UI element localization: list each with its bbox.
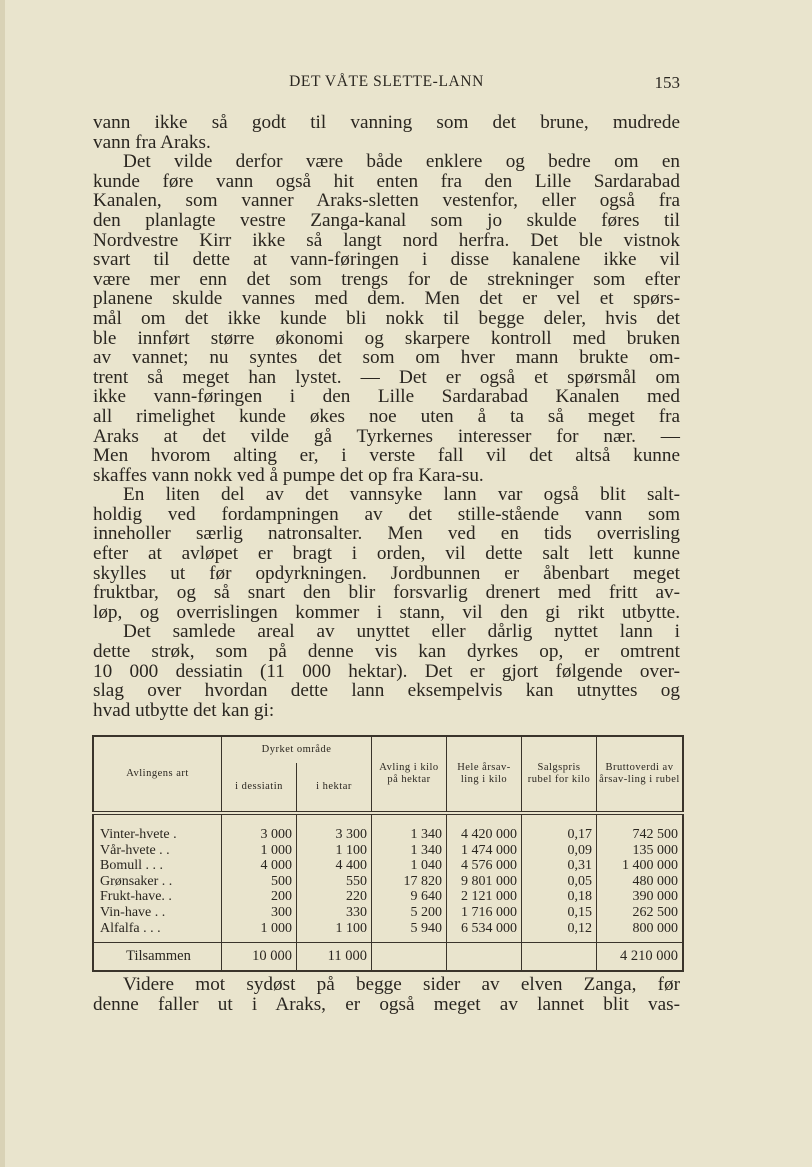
crop-yield-table [92,735,684,972]
cell-yield: 9 640 [372,889,447,905]
cell-total: 4 576 000 [447,858,522,874]
cell-total: 1 474 000 [447,843,522,859]
text-line: ikke vann-føringen i den Lille Sardarabad Kanalen med [93,386,680,408]
cell-hektar: 220 [297,889,372,905]
total-empty [447,943,522,972]
cell-value: 742 500 [597,827,684,843]
spacer-cell [372,813,447,827]
text-line: inneholler særlig natronsalter. Men ved en tids overrisling [93,523,680,545]
total-value: 4 210 000 [597,943,684,972]
text-line: Det vilde derfor være både enklere og bedre om en [123,151,680,173]
cell-hektar: 1 100 [297,843,372,859]
cell-dessiatin: 500 [222,874,297,890]
cell-yield: 1 340 [372,843,447,859]
running-header [93,73,680,95]
table-spacer [93,813,683,827]
text-line: ble innført større økonomi og skarpere kontroll med bruken [93,327,680,349]
table-row [93,874,683,890]
text-line: Nordvestre Kirr ikke så langt nord herfra. Det ble vistnok [93,229,680,251]
table-row [93,921,683,937]
text-line: hvad utbytte det kan gi: [93,699,275,721]
header-area-group: Dyrket område [222,736,372,763]
text-line: være mer enn det som trengs for de strekninger som efter [93,268,680,290]
page-spine-edge [0,0,5,1167]
cell-total: 1 716 000 [447,905,522,921]
spacer-cell [93,813,222,827]
body-text-bottom [93,975,680,1014]
text-line: planene skulde vannes med dem. Men det er vel et spørs- [93,288,680,310]
cell-total: 6 534 000 [447,921,522,937]
text-line: skaffes vann nokk ved å pumpe det op fra Kara-su. [93,464,484,486]
header-yield-per-ha: Avling i kilo på hektar [372,736,447,813]
text-line: dette strøk, som på denne vis kan dyrkes op, er omtrent [93,641,680,663]
cell-hektar: 550 [297,874,372,890]
header-area-hektar: i hektar [297,763,372,813]
cell-crop: Grønsaker . . [100,873,173,889]
cell-hektar: 1 100 [297,921,372,937]
text-line: Araks at det vilde gå Tyrkernes interesser for nær. — [93,425,680,447]
text-line: mål om det ikke kunde bli nokk til begge deler, hvis det [93,307,680,329]
text-line: En liten del av det vannsyke lann var også blit salt- [123,484,680,506]
table-row [93,827,683,843]
cell-dessiatin: 200 [222,889,297,905]
total-empty [372,943,447,972]
cell-hektar: 4 400 [297,858,372,874]
table-row [93,858,683,874]
header-price: Salgspris rubel for kilo [522,736,597,813]
cell-dessiatin: 4 000 [222,858,297,874]
cell-hektar: 3 300 [297,827,372,843]
text-line: Men hvorom alting er, i verste fall vil det altså kunne [93,445,680,467]
cell-value: 135 000 [597,843,684,859]
text-line: 10 000 dessiatin (11 000 hektar). Det er gjort følgende over- [93,660,680,682]
cell-total: 2 121 000 [447,889,522,905]
table-row [93,889,683,905]
cell-yield: 17 820 [372,874,447,890]
header-area-dessiatin: i dessiatin [222,763,297,813]
text-line: denne faller ut i Araks, er også meget av lannet blit vas- [93,993,680,1015]
running-title: DET VÅTE SLETTE-LANN [289,73,484,90]
header-gross-value: Bruttoverdi av årsav-ling i rubel [597,736,684,813]
text-line: efter at avløpet er bragt i orden, vil dette salt lett kunne [93,543,680,565]
page-number: 153 [654,73,680,92]
cell-value: 390 000 [597,889,684,905]
cell-crop: Vin-have . . [100,904,166,920]
text-line: fruktbar, og så snart den blir forsvarlig drenert med fritt av- [93,582,680,604]
total-dessiatin: 10 000 [222,943,297,972]
cell-yield: 5 940 [372,921,447,937]
cell-hektar: 330 [297,905,372,921]
text-line: Det samlede areal av unyttet eller dårlig nyttet lann i [123,621,680,643]
table-row [93,905,683,921]
spacer-cell [447,813,522,827]
total-row [93,943,683,972]
text-line: den planlagte vestre Zanga-kanal som jo skulde føres til [93,209,680,231]
text-line: løp, og overrislingen kommer i stann, vil den gi rikt utbytte. [93,601,680,623]
cell-price: 0,15 [522,905,597,921]
text-line: Videre mot sydøst på begge sider av elven Zanga, før [123,974,680,995]
spacer-cell [222,813,297,827]
cell-yield: 1 340 [372,827,447,843]
cell-price: 0,12 [522,921,597,937]
cell-price: 0,18 [522,889,597,905]
text-line: kunde føre vann også hit enten fra den Lille Sardarabad [93,170,680,192]
spacer-cell [297,813,372,827]
total-hektar: 11 000 [297,943,372,972]
cell-value: 262 500 [597,905,684,921]
text-line: slag over hvordan dette lann eksempelvis kan utnyttes og [93,680,680,702]
cell-dessiatin: 300 [222,905,297,921]
cell-yield: 5 200 [372,905,447,921]
cell-crop: Frukt-have. . [100,889,172,905]
header-crop: Avlingens art [126,768,189,779]
cell-value: 800 000 [597,921,684,937]
header-total-yield: Hele årsav-ling i kilo [447,736,522,813]
spacer-cell [522,813,597,827]
text-line: svart til dette at vann-føringen i disse kanalene ikke vil [93,249,680,271]
cell-price: 0,09 [522,843,597,859]
table-row [93,843,683,859]
cell-value: 1 400 000 [597,858,684,874]
cell-crop: Vår-hvete . . [100,842,170,858]
total-label: Tilsammen [93,943,222,972]
cell-crop: Bomull . . . [100,858,164,874]
text-line: Kanalen, som vanner Araks-sletten vestenfor, eller også fra [93,190,680,212]
cell-price: 0,31 [522,858,597,874]
total-empty [522,943,597,972]
text-line: skylles ut før opdyrkningen. Jordbunnen er åbenbart meget [93,562,680,584]
cell-total: 9 801 000 [447,874,522,890]
body-text-top [93,113,680,720]
cell-crop: Vinter-hvete . [100,827,177,842]
cell-dessiatin: 1 000 [222,843,297,859]
cell-value: 480 000 [597,874,684,890]
text-line: holdig ved fordampningen av det stille-stående vann som [93,503,680,525]
text-line: vann ikke så godt til vanning som det brune, mudrede [93,112,680,133]
text-line: vann fra Araks. [93,131,211,153]
cell-crop: Alfalfa . . . [100,920,161,936]
cell-price: 0,05 [522,874,597,890]
cell-dessiatin: 3 000 [222,827,297,843]
cell-dessiatin: 1 000 [222,921,297,937]
cell-yield: 1 040 [372,858,447,874]
cell-total: 4 420 000 [447,827,522,843]
text-line: av vannet; nu syntes det som om hver mann brukte om- [93,347,680,369]
text-line: all rimelighet kunde økes noe uten å ta så meget fra [93,405,680,427]
cell-price: 0,17 [522,827,597,843]
text-line: trent så meget han lystet. — Det er også et spørsmål om [93,366,680,388]
spacer-cell [597,813,684,827]
